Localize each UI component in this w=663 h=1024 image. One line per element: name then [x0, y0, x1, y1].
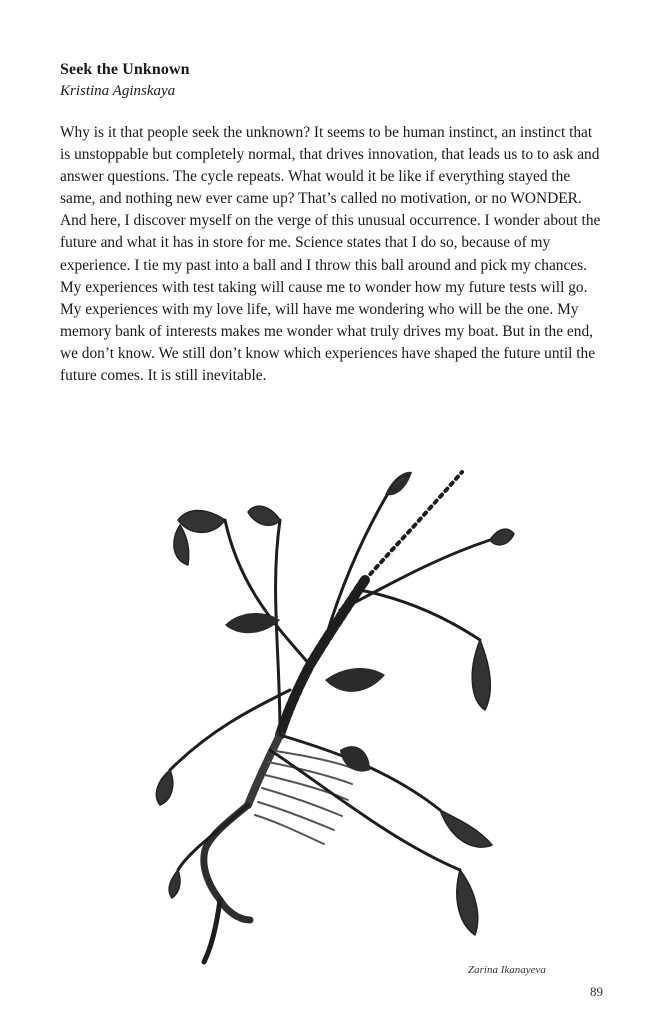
article-author: Kristina Aginskaya — [60, 83, 176, 99]
illustrator-signature: Zarina Ikanayeva — [468, 964, 546, 976]
article-title: Seek the Unknown — [60, 61, 190, 78]
botanical-skeleton-illustration — [130, 450, 550, 970]
page-number: 89 — [590, 984, 603, 999]
spine-tail — [365, 472, 462, 580]
article-body: Why is it that people seek the unknown? It seems to be human instinct, an instinct that is unstoppable but completely normal, that drives innovation, that leads us to to ask and answer questions. The cycle repeats. What would it be like if everything stayed the same, and nothing new ever came up? That’s called no motivation, or no WONDER. And here, I discover myself on the verge of this unusual occurrence. I wonder about the future and what it has in store for me. Science states that I do so, because of my experience. I tie my past into a ball and I throw this ball around and pick my chances. My experiences with test taking will cause me to wonder how my future tests will go. My experiences with my love life, will have me wondering who will be the one. My memory bank of interests makes me wonder what truly drives my boat. But in the end, we don’t know. We still don’t know which experiences have shaped the future until the future comes. It is still inevitable. — [60, 124, 601, 385]
flowers — [156, 476, 514, 935]
spine-lower — [248, 735, 280, 805]
leg — [204, 900, 220, 962]
